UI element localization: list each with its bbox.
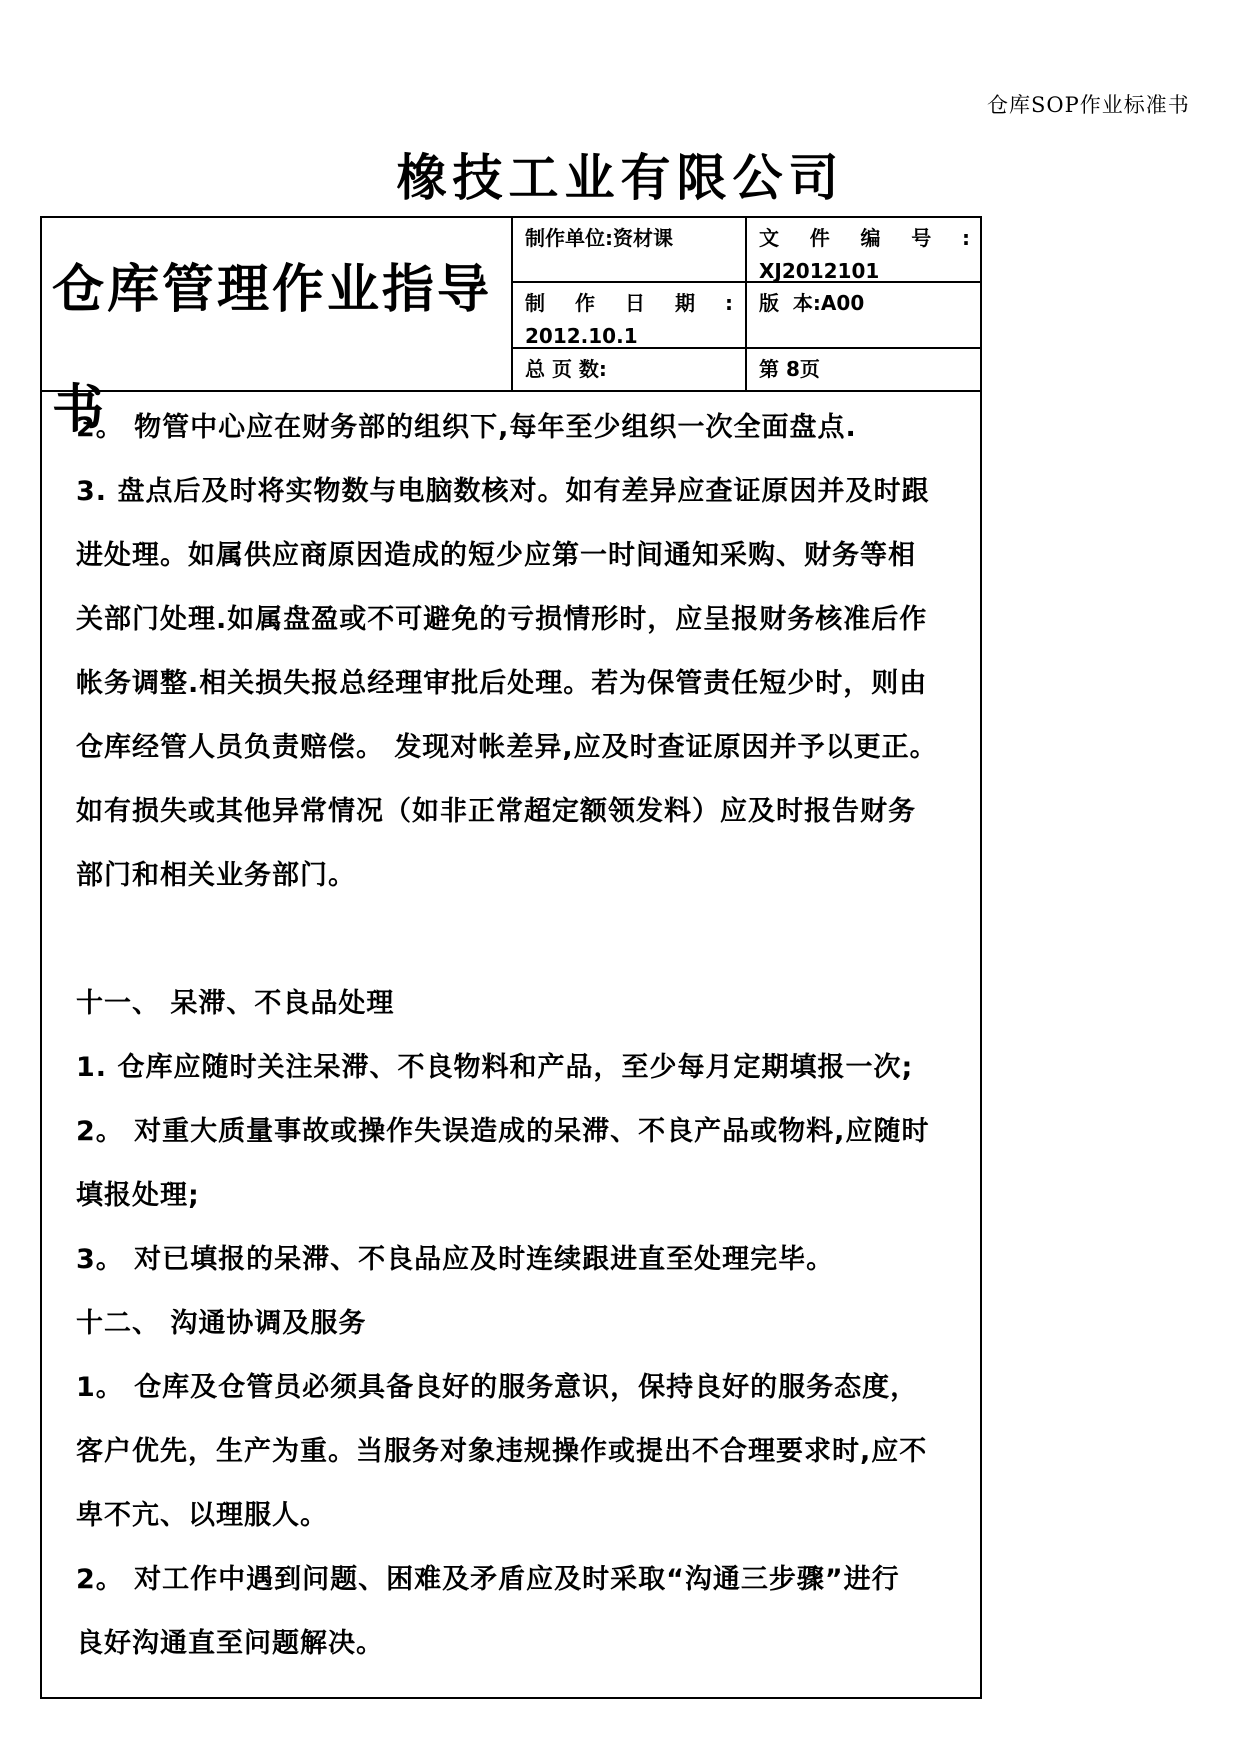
meta-unit-text: 制作单位:资材课 — [525, 226, 673, 250]
meta-version-text: 版 本:A00 — [759, 291, 865, 315]
body-line: 进处理。如属供应商原因造成的短少应第一时间通知采购、财务等相 — [76, 540, 916, 571]
meta-total-pages — [513, 349, 747, 390]
body-line: 良好沟通直至问题解决。 — [76, 1628, 384, 1659]
body-line: 2。 对重大质量事故或操作失误造成的呆滞、不良产品或物料,应随时 — [76, 1116, 930, 1147]
section-heading: 十一、 呆滞、不良品处理 — [76, 988, 395, 1019]
running-header: 仓库SOP作业标准书 — [987, 93, 1190, 117]
body-line: 卑不亢、以理服人。 — [76, 1500, 328, 1531]
meta-date-label: 制 作 日 期 : — [525, 291, 733, 315]
body-line: 客户优先，生产为重。当服务对象违规操作或提出不合理要求时,应不 — [76, 1436, 928, 1467]
body-line: 3。 对已填报的呆滞、不良品应及时连续跟进直至处理完毕。 — [76, 1244, 835, 1275]
body-line: 如有损失或其他异常情况（如非正常超定额领发料）应及时报告财务 — [76, 796, 916, 827]
meta-total-pages-label: 总 页 数: — [525, 357, 607, 381]
meta-doc-number-label: 文 件 编 号 : — [759, 226, 970, 250]
body-line: 仓库经管人员负责赔偿。 发现对帐差异,应及时查证原因并予以更正。 — [76, 732, 938, 763]
meta-page-number-text: 第 8页 — [759, 357, 820, 381]
body-line: 2。 对工作中遇到问题、困难及矛盾应及时采取“沟通三步骤”进行 — [76, 1564, 900, 1595]
body-line: 1。 仓库及仓管员必须具备良好的服务意识，保持良好的服务态度， — [76, 1372, 919, 1403]
meta-date — [513, 283, 747, 349]
body-line: 1. 仓库应随时关注呆滞、不良物料和产品，至少每月定期填报一次; — [76, 1052, 914, 1083]
meta-unit — [513, 218, 747, 283]
meta-version — [747, 283, 982, 349]
meta-doc-number — [747, 218, 982, 283]
body-line: 帐务调整.相关损失报总经理审批后处理。若为保管责任短少时，则由 — [76, 668, 928, 699]
body-line: 3. 盘点后及时将实物数与电脑数核对。如有差异应查证原因并及时跟 — [76, 476, 930, 507]
section-heading: 十二、 沟通协调及服务 — [76, 1308, 367, 1339]
body-line: 2。 物管中心应在财务部的组织下,每年至少组织一次全面盘点. — [76, 412, 857, 443]
company-name: 橡技工业有限公司 — [396, 148, 845, 207]
meta-page-number — [747, 349, 982, 390]
document-meta-grid — [511, 218, 982, 390]
document-frame — [40, 216, 982, 1699]
body-line: 关部门处理.如属盘盈或不可避免的亏损情形时，应呈报财务核准后作 — [76, 604, 928, 635]
body-line: 部门和相关业务部门。 — [76, 860, 356, 891]
body-line: 填报处理; — [76, 1180, 200, 1211]
meta-date-value: 2012.10.1 — [525, 324, 638, 348]
document-title: 仓库管理作业指导书 — [52, 259, 493, 440]
meta-doc-number-value: XJ2012101 — [759, 259, 880, 283]
